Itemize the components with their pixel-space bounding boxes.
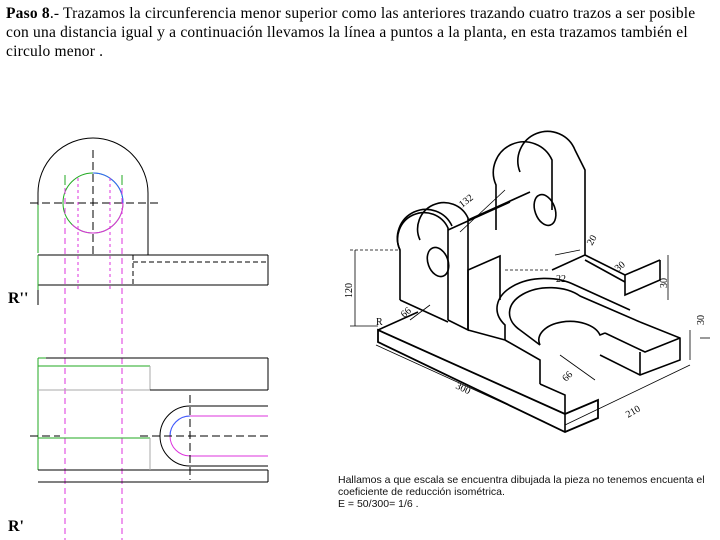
caption-line-2: coeficiente de reducción isométrica. bbox=[338, 486, 505, 498]
dim-66-b: 66 bbox=[560, 369, 576, 385]
dim-r: R bbox=[376, 317, 383, 328]
step-text: .- Trazamos la circunferencia menor superior como las anteriores trazando cuatro trazos a ser posible con una distancia igual y a continuación llevamos la línea a puntos a la planta, en esta trazamos también el circulo menor . bbox=[6, 5, 696, 60]
scale-caption bbox=[338, 474, 705, 510]
dim-22: 22 bbox=[556, 274, 566, 285]
dim-30-c: 30 bbox=[696, 315, 707, 325]
dim-30-b: 30 bbox=[659, 278, 670, 288]
elevation-view bbox=[30, 138, 268, 540]
step-heading: Paso 8 bbox=[6, 5, 50, 22]
plan-label: R' bbox=[8, 518, 24, 535]
caption-line-3: E = 50/300= 1/6 . bbox=[338, 498, 419, 510]
dim-20: 20 bbox=[585, 233, 600, 248]
elevation-label: R'' bbox=[8, 290, 29, 307]
caption-line-1: Hallamos a que escala se encuentra dibujada la pieza no tenemos encuenta el bbox=[338, 474, 705, 486]
plan-view bbox=[30, 358, 268, 482]
dim-210: 210 bbox=[624, 403, 643, 421]
dim-132: 132 bbox=[457, 192, 476, 211]
dim-30-a: 30 bbox=[612, 259, 628, 275]
dim-120: 120 bbox=[344, 283, 355, 298]
isometric-view bbox=[378, 131, 680, 432]
dim-300: 300 bbox=[453, 380, 472, 398]
dim-66-a: 66 bbox=[398, 305, 414, 321]
